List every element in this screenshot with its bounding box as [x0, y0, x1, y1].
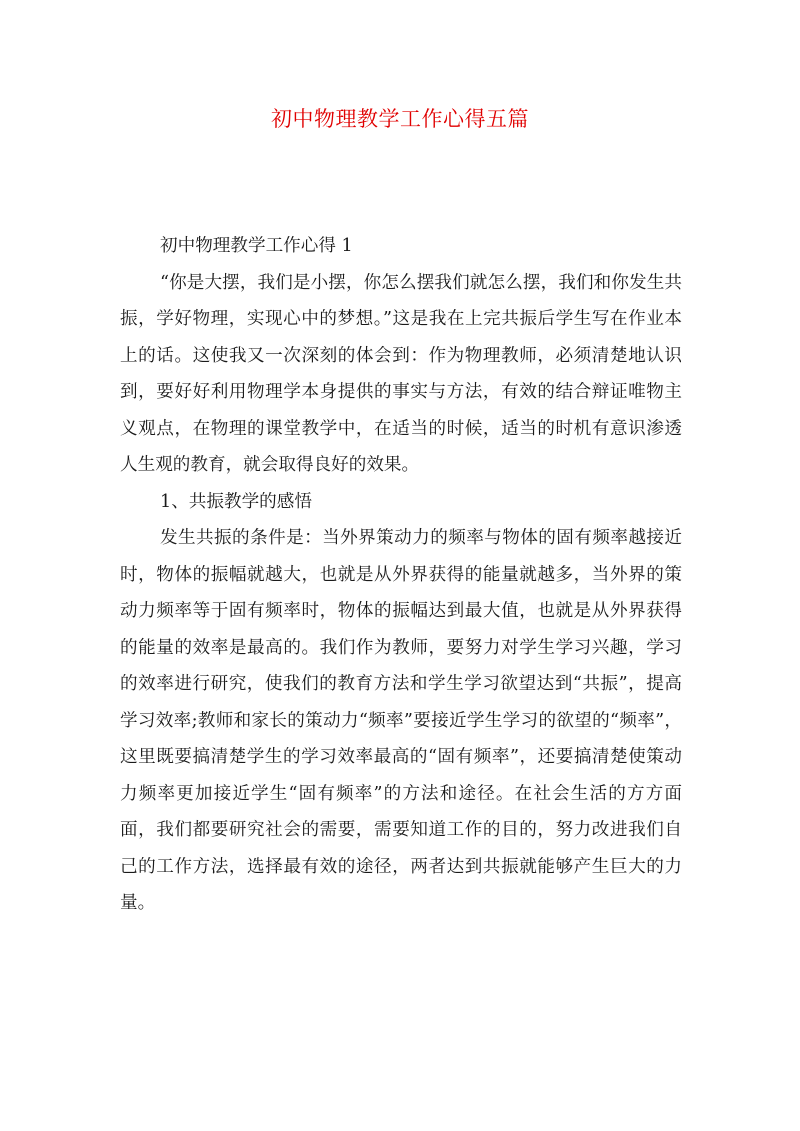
section-heading: 初中物理教学工作心得 1: [160, 236, 353, 256]
document-title: 初中物理教学工作心得五篇: [271, 107, 529, 131]
subsection-heading: 1、共振教学的感悟: [160, 491, 312, 512]
paragraph-quote: “你是大摆，我们是小摆，你怎么摆我们就怎么摆，我们和你发生共振，学好物理，实现心中的梦想。”这是我在上完共振后学生写在作业本上的话。这使我又一次深刻的体会到：作为物理教师，必须清楚地认识到，要好好利用物理学本身提供的事实与方法，有效的结合辩证唯物主义观点，在物理的课堂教学中，在适当的时候，适当的时机有意识渗透人生观的教育，就会取得良好的效果。: [120, 272, 682, 475]
document-body: [120, 228, 682, 922]
paragraph-resonance: 发生共振的条件是：当外界策动力的频率与物体的固有频率越接近时，物体的振幅就越大，也就是从外界获得的能量就越多，当外界的策动力频率等于固有频率时，物体的振幅达到最大值，也就是从外界获得的能量的效率是最高的。我们作为教师，要努力对学生学习兴趣，学习的效率进行研究，使我们的教育方法和学生学习欲望达到“共振”，提高学习效率;教师和家长的策动力“频率”要接近学生学习的欲望的“频率”，这里既要搞清楚学生的学习效率最高的“固有频率”，还要搞清楚使策动力频率更加接近学生“固有频率”的方法和途径。在社会生活的方方面面，我们都要研究社会的需要，需要知道工作的目的，努力改进我们自己的工作方法，选择最有效的途径，两者达到共振就能够产生巨大的力量。: [120, 528, 682, 913]
